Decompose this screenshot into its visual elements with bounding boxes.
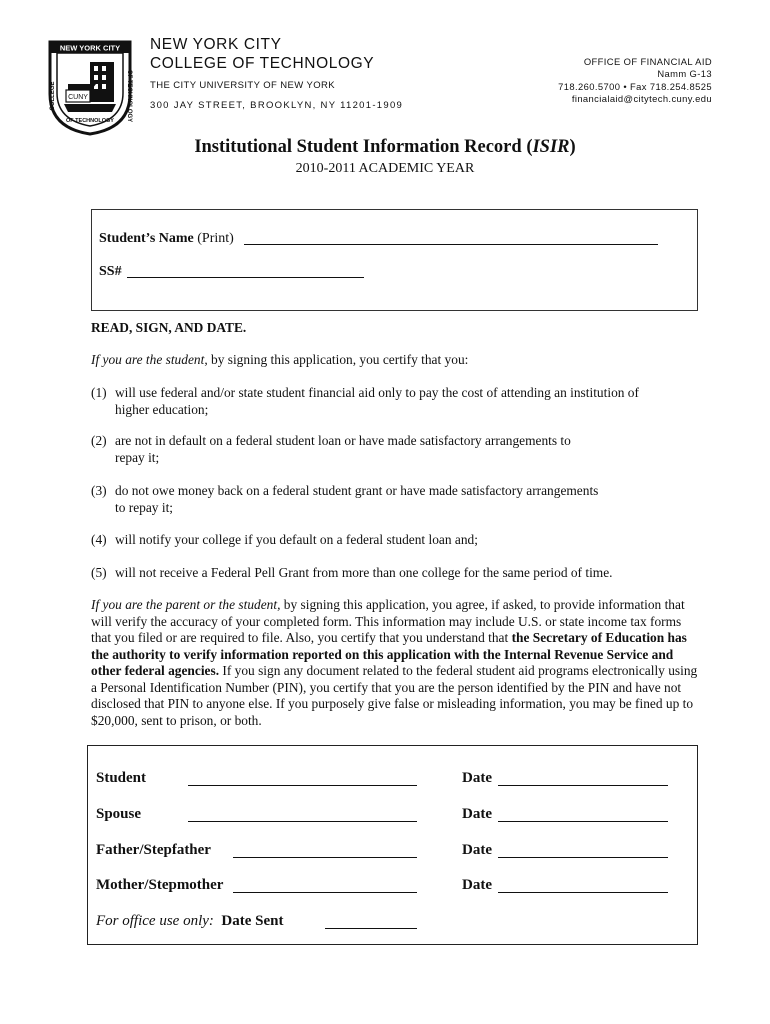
item-text-cont: repay it;	[115, 449, 160, 465]
agreement-text-bold: the Secretary of Education has the authority to verify information reported on this application with the Internal Revenue Service and other federal agencies.	[91, 630, 687, 678]
student-name-row	[99, 231, 234, 247]
father-signature-label: Father/Stepfather	[96, 842, 211, 858]
form-title	[0, 137, 770, 158]
ssn-row	[99, 264, 122, 280]
svg-text:NEW YORK CITY: NEW YORK CITY	[59, 43, 121, 53]
student-certification-intro	[91, 352, 703, 369]
form-title-main: Institutional Student Information Record	[194, 137, 522, 157]
item-text-cont: to repay it;	[115, 499, 174, 515]
student-name-label: Student’s Name	[99, 231, 194, 246]
student-intro-italic: If you are the student	[91, 352, 205, 367]
agreement-text-1: by signing this application, you agree, if asked, to provide information that will verify the accuracy of your completed form. This information may include U.S. or state income tax forms that you filed or are required to file. Also, you certify that you understand that	[91, 597, 685, 645]
student-info-box	[91, 209, 698, 311]
form-title-paren-open: (	[521, 137, 533, 157]
certification-item	[91, 385, 701, 418]
office-use-row	[96, 913, 283, 930]
item-number: (2)	[91, 433, 107, 448]
spouse-date-field[interactable]	[498, 821, 668, 822]
student-name-field[interactable]	[244, 244, 658, 245]
item-number: (1)	[91, 385, 107, 400]
office-email: financialaid@citytech.cuny.edu	[571, 92, 712, 104]
item-text: will use federal and/or state student financial aid only to pay the cost of attending an institution of	[115, 385, 639, 400]
certification-item	[91, 483, 701, 516]
item-text: will not receive a Federal Pell Grant from more than one college for the same period of time.	[115, 565, 613, 580]
office-phone-fax: 718.260.5700 • Fax 718.254.8525	[558, 80, 712, 92]
mother-date-label: Date	[462, 877, 492, 893]
college-street-address: 300 JAY STREET, BROOKLYN, NY 11201-1909	[150, 99, 404, 111]
spouse-signature-label: Spouse	[96, 806, 142, 822]
college-name-line1: NEW YORK CITY	[150, 36, 282, 53]
mother-signature-field[interactable]	[233, 892, 417, 893]
item-number: (4)	[91, 532, 107, 547]
mother-signature-label: Mother/Stepmother	[96, 877, 224, 893]
date-sent-label: Date Sent	[221, 913, 284, 929]
svg-text:COLLEGE: COLLEGE	[50, 81, 56, 111]
mother-date-field[interactable]	[498, 892, 668, 893]
svg-text:OF TECHNOLOGY: OF TECHNOLOGY	[126, 69, 132, 123]
item-number: (3)	[91, 483, 107, 498]
date-sent-field[interactable]	[325, 928, 417, 929]
parent-student-agreement-paragraph	[91, 597, 703, 729]
office-name: OFFICE OF FINANCIAL AID	[583, 56, 712, 67]
certification-item	[91, 565, 701, 582]
form-title-paren-close: )	[569, 137, 576, 157]
item-text: do not owe money back on a federal student grant or have made satisfactory arrangements	[115, 483, 599, 498]
college-seal-logo	[46, 38, 134, 136]
item-text: are not in default on a federal student loan or have made satisfactory arrangements to	[115, 433, 571, 448]
spouse-signature-field[interactable]	[188, 821, 417, 822]
agreement-text-2: If you sign any document related to the federal student aid programs electronically using a Personal Identification Number (PIN), you certify that you are the person identified by the PIN and have not disclosed that PIN to anyone else. If you purposely give false or misleading information, you may be fined up to $20,000, sent to prison, or both.	[91, 663, 698, 728]
read-sign-date-heading: READ, SIGN, AND DATE.	[91, 320, 247, 335]
item-text: will notify your college if you default on a federal student loan and;	[115, 532, 478, 547]
student-intro-rest: , by signing this application, you certify that you:	[204, 352, 469, 367]
student-date-field[interactable]	[498, 785, 668, 786]
form-title-abbr: ISIR	[532, 137, 570, 157]
office-use-label: For office use only:	[96, 913, 214, 929]
father-date-label: Date	[462, 842, 492, 858]
certification-item	[91, 433, 701, 466]
svg-text:OF TECHNOLOGY: OF TECHNOLOGY	[66, 118, 114, 124]
father-signature-field[interactable]	[233, 857, 417, 858]
academic-year-subtitle: 2010-2011 ACADEMIC YEAR	[295, 161, 475, 176]
college-address-block	[150, 37, 403, 110]
financial-aid-office-contact	[558, 56, 712, 105]
ssn-label: SS#	[99, 264, 122, 279]
college-name-line2: COLLEGE OF TECHNOLOGY	[150, 54, 375, 72]
student-name-hint: (Print)	[193, 231, 234, 246]
item-text-cont: higher education;	[115, 401, 209, 417]
svg-text:CUNY: CUNY	[68, 94, 88, 101]
student-date-label: Date	[462, 770, 492, 786]
item-number: (5)	[91, 565, 107, 580]
student-signature-field[interactable]	[188, 785, 417, 786]
university-name: THE CITY UNIVERSITY OF NEW YORK	[150, 80, 336, 91]
father-date-field[interactable]	[498, 857, 668, 858]
ssn-field[interactable]	[127, 277, 364, 278]
office-room: Namm G-13	[657, 68, 712, 80]
parent-intro-italic: If you are the parent or the student,	[91, 597, 281, 612]
student-signature-label: Student	[96, 770, 147, 786]
spouse-date-label: Date	[462, 806, 492, 822]
certification-item	[91, 532, 701, 549]
